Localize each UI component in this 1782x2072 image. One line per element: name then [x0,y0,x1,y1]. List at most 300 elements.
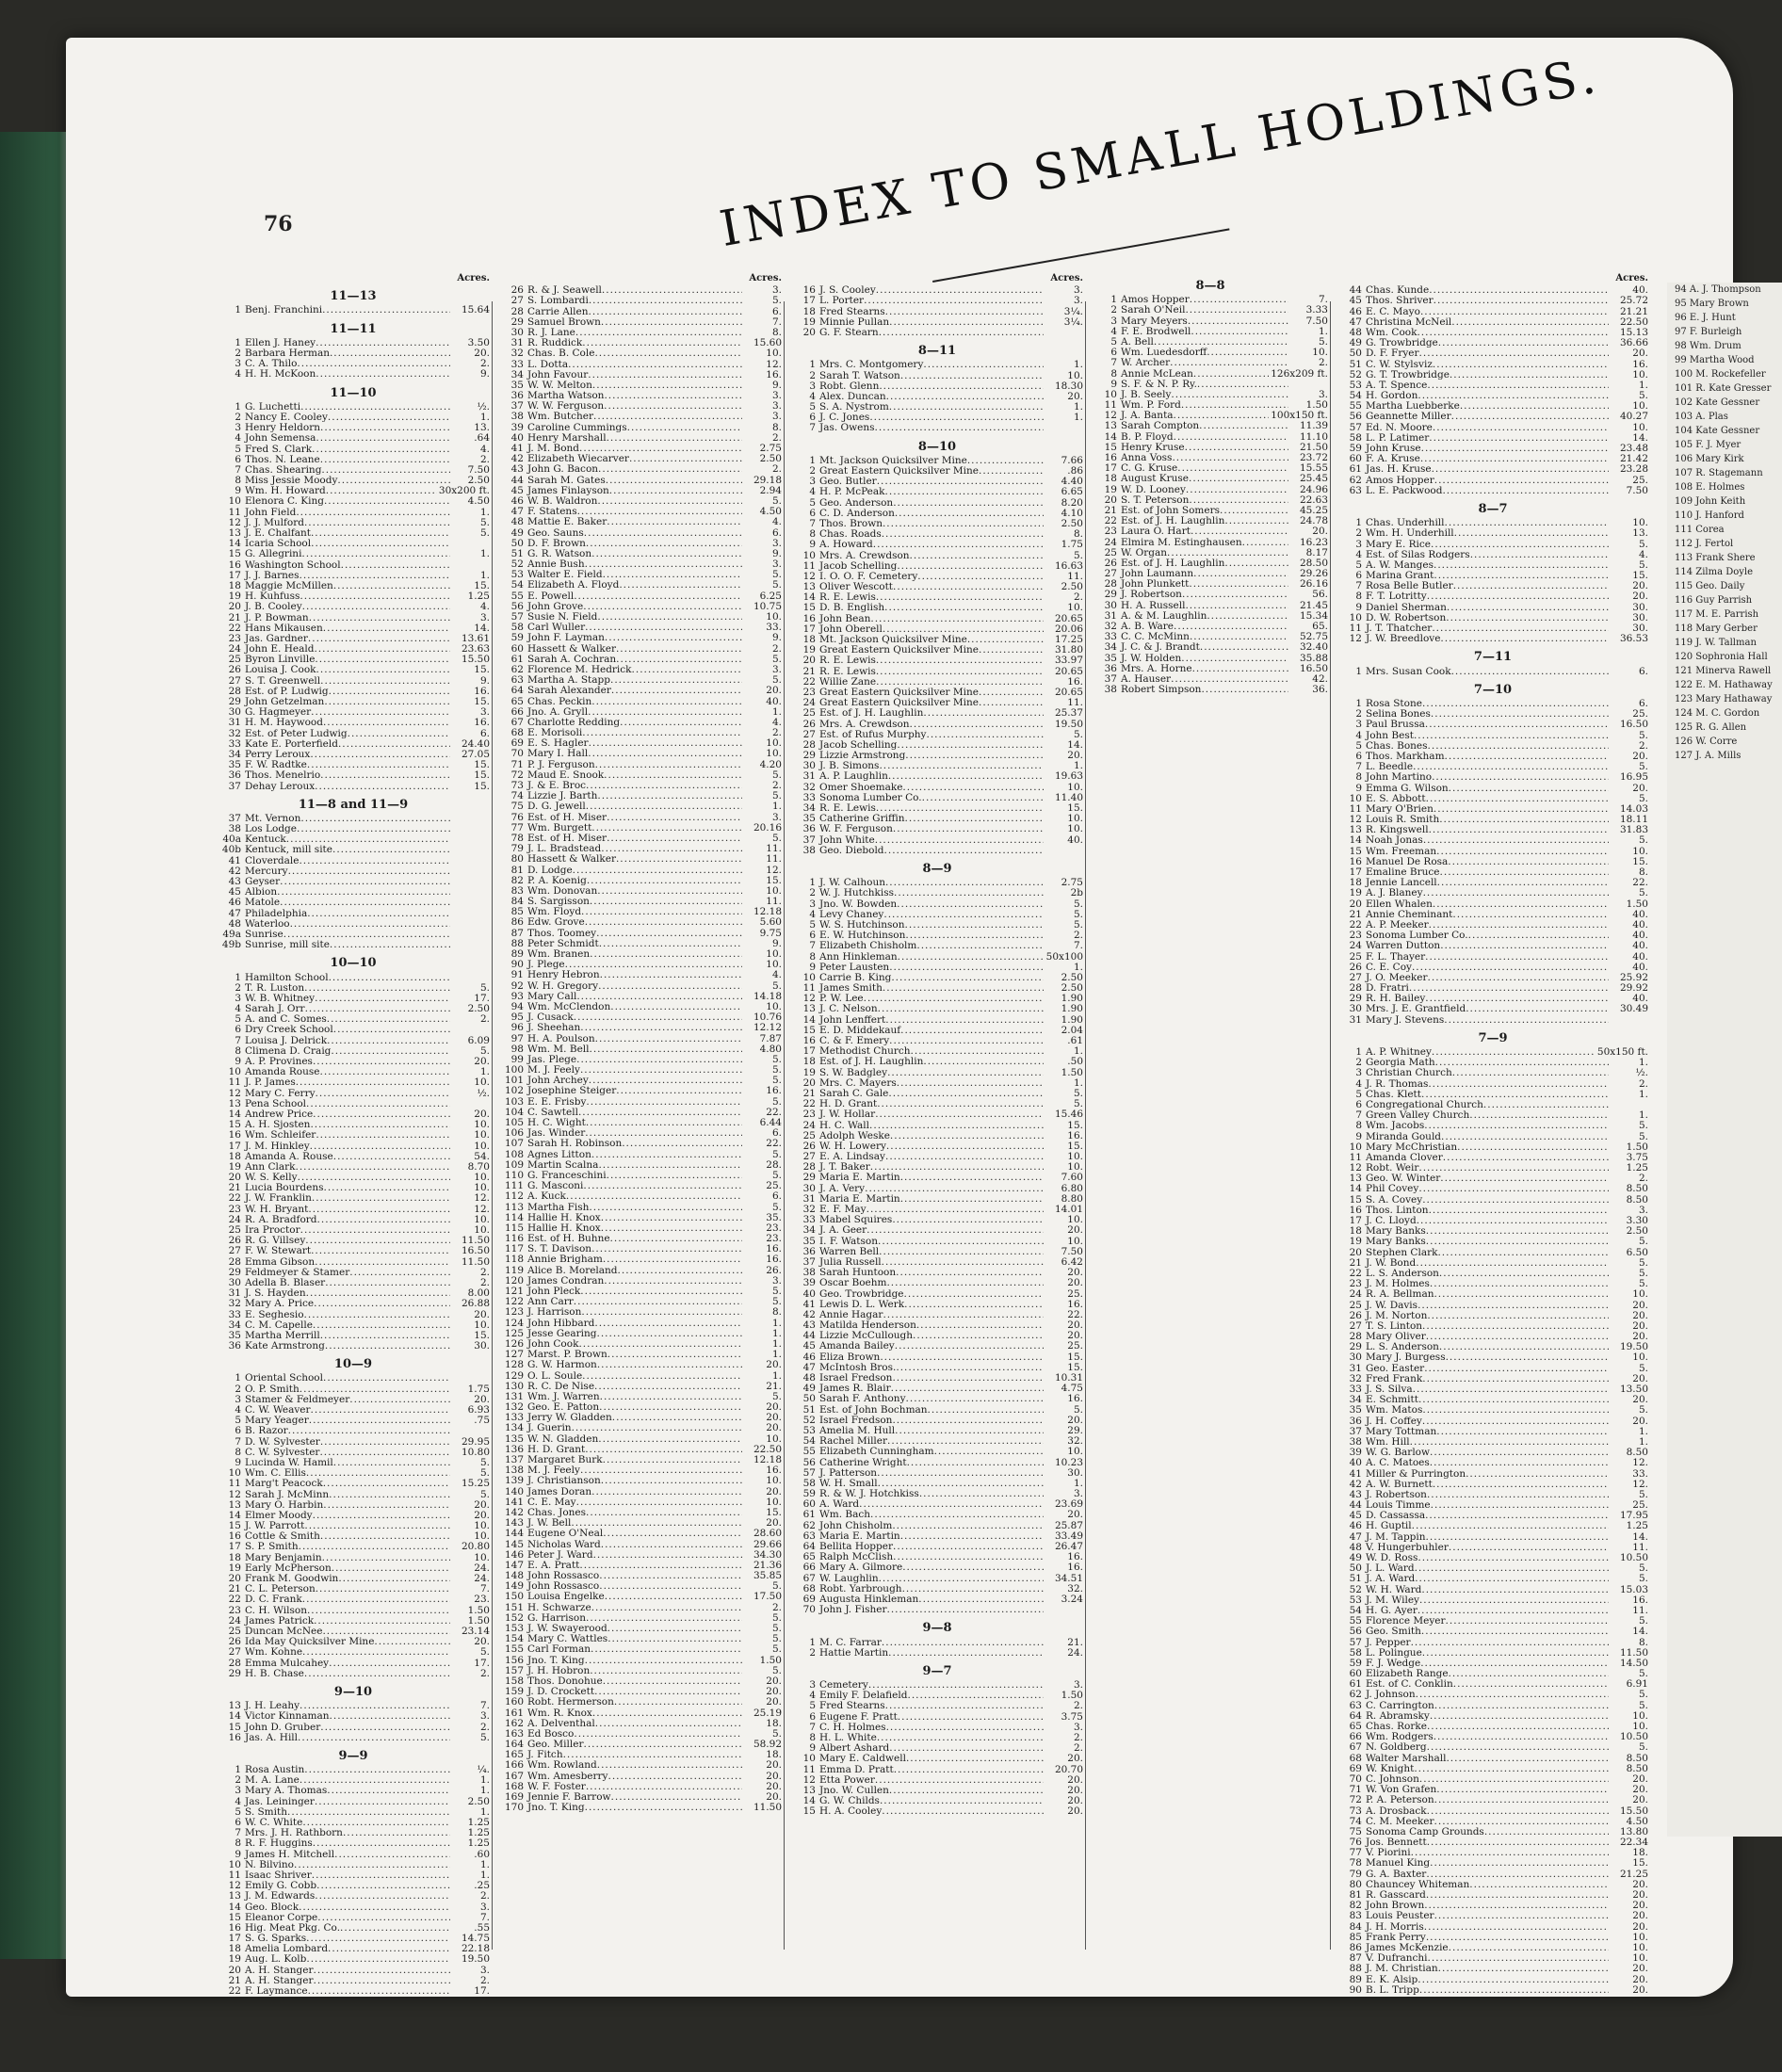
leader-dots [598,464,742,475]
entry-number: 54 [510,580,524,591]
holding-entry [1093,538,1328,548]
acreage-value [450,834,490,845]
leader-dots [893,582,1044,592]
acreage-value: 5. [771,1297,782,1308]
owner-name: J. A. Very [819,1183,866,1194]
holding-entry [1337,1521,1648,1531]
holding-entry [499,1476,782,1486]
holding-entry [1337,1174,1648,1184]
owner-name: H. G. Ayer [1366,1605,1418,1616]
adjacent-page-entry: 118 Mary Gerber [1675,623,1758,634]
adjacent-page-entry: 105 F. J. Myer [1675,440,1742,450]
entry-number: 54 [1349,391,1362,402]
entry-number: 26 [1349,962,1362,973]
acreage-value: 11. [766,844,782,855]
owner-name: Rosa Belle Butler [1366,581,1453,592]
entry-number: 62 [802,1520,816,1531]
entry-number: 79 [1349,1869,1362,1880]
leader-dots [315,1891,450,1902]
leader-dots [586,1118,742,1128]
acreage-value: 40. [1632,941,1648,952]
acreage-value: 7.50 [1061,1246,1083,1257]
leader-dots [320,676,450,687]
holding-entry [1093,558,1328,569]
holding-entry [791,1458,1083,1468]
entry-number: 28 [1104,579,1117,591]
entry-number: 170 [504,1803,524,1814]
owner-name: Geo. Diebold [819,845,884,856]
leader-dots [583,1740,742,1750]
entry-number: 6 [1110,348,1117,359]
leader-dots [1453,1679,1609,1690]
owner-name: Chas. Peckin [527,696,592,707]
holding-entry [217,518,490,528]
holding-entry [217,770,490,781]
acreage-value: 58.92 [753,1740,782,1751]
holding-entry [217,1765,490,1775]
leader-dots [904,1289,1044,1300]
holding-entry [217,1647,490,1658]
leader-dots [607,517,742,527]
leader-dots [867,1205,1044,1215]
owner-name: M. A. Lane [245,1775,300,1787]
acreage-value: 5. [1638,1257,1648,1269]
acreage-value: 2. [771,643,782,655]
holding-entry [217,655,490,665]
holding-entry [791,1352,1083,1363]
leader-dots [1419,348,1609,359]
leader-dots [1429,1206,1609,1216]
owner-name: Sarah M. Gates [527,475,606,486]
acreage-value: 5. [1638,1669,1648,1680]
holding-entry [1337,1563,1648,1574]
owner-name: D. W. Sylvester [245,1436,320,1448]
acreage-value: 15.55 [1299,463,1328,475]
owner-name: F. W. Stewart [245,1246,312,1257]
leader-dots [305,1004,450,1014]
entry-number: 72 [510,769,524,781]
owner-name: Selina Bones [1366,709,1431,720]
acreage-value: 25. [1067,1288,1083,1300]
owner-name: J. Fitch [527,1750,563,1761]
acreage-value: 19.50 [461,1954,490,1966]
acreage-value: 3. [1318,389,1328,400]
leader-dots [1409,983,1609,994]
acreage-value: 9. [479,675,490,687]
owner-name: Fred Stearns [819,306,885,317]
entry-number: 36 [228,770,241,782]
leader-dots [891,1384,1044,1394]
leader-dots [601,317,742,328]
acreage-value: 16. [1067,1562,1083,1574]
entry-number: 17 [228,1141,241,1152]
acreage-value: 4. [1638,549,1648,560]
holding-entry [1337,423,1648,433]
acreage-value: 15.60 [753,338,782,349]
owner-name: D. F. Fryer [1366,348,1419,360]
acres-column-label: Acres. [749,273,782,283]
acreage-value: 3. [479,707,490,719]
section-heading: 11—8 and 11—9 [298,797,409,812]
owner-name: John Archey [527,1076,589,1087]
leader-dots [574,591,742,602]
leader-dots [979,688,1044,698]
leader-dots [1423,835,1609,846]
entry-number: 26 [802,1141,816,1152]
entry-number: 1 [235,401,241,413]
holding-entry [1337,1585,1648,1595]
owner-name: Green Valley Church [1366,1110,1470,1122]
acreage-value: 32.40 [1299,642,1328,654]
entry-number: 87 [1349,1953,1362,1965]
entry-number: 74 [510,791,524,802]
leader-dots [1428,1953,1609,1964]
owner-name: A. Delventhal [527,1718,595,1729]
entry-number: 1 [1355,699,1362,709]
acreage-value: 10. [766,1476,782,1487]
holding-entry [791,296,1083,306]
owner-name: C. Johnson [1366,1773,1419,1785]
acreage-value: 8.50 [1626,1763,1648,1774]
leader-dots [576,992,742,1002]
holding-entry [217,1109,490,1120]
owner-name: John Hibbard [527,1318,595,1329]
owner-name: A. Drosback [1366,1805,1427,1817]
leader-dots [605,633,742,643]
acreage-value: 8.00 [467,1288,490,1300]
acreage-value: 15. [474,665,490,676]
owner-name: Wm. M. Bell [527,1044,590,1055]
owner-name: Great Eastern Quicksilver Mine [819,687,979,698]
holding-entry [1337,867,1648,878]
leader-dots [329,1490,450,1500]
acreage-value: 10. [1632,1722,1648,1733]
leader-dots [880,1796,1044,1806]
leader-dots [629,454,742,464]
acreage-value: 15. [1632,856,1648,867]
holding-entry [1337,581,1648,591]
leader-dots [1421,1627,1609,1637]
section-heading: 9—8 [922,1621,952,1636]
leader-dots [1446,1754,1609,1764]
entry-number: 47 [1349,316,1362,328]
leader-dots [893,1542,1044,1552]
leader-dots [619,580,742,591]
owner-name: H. C. Wall [819,1120,870,1131]
owner-name: R. J. Lane [527,327,575,338]
acreage-value: 126x209 ft. [1271,368,1328,380]
acreage-value: 3. [479,612,490,623]
leader-dots [890,1131,1044,1141]
holding-entry [499,549,782,559]
acreage-value: 18.11 [1619,815,1648,826]
entry-number: 35 [228,760,241,771]
entry-number: 3 [1355,539,1362,550]
acreage-value: 5. [771,833,782,844]
owner-name: Martha Merrill [245,1330,320,1341]
entry-number: 18 [228,1944,241,1955]
entry-number: 51 [1349,1574,1362,1585]
acreage-value: 10.76 [753,1012,782,1024]
holding-entry [1337,1395,1648,1405]
adjacent-page-strip [1667,283,1782,1837]
acreage-value: 5. [1638,1700,1648,1711]
leader-dots [864,296,1044,306]
section-heading: 7—9 [1478,1030,1508,1045]
leader-dots [1447,603,1609,613]
holding-entry [499,423,782,433]
holding-entry [499,770,782,781]
holding-entry [791,317,1083,328]
leader-dots [591,1150,742,1160]
holding-entry [217,707,490,718]
leader-dots [331,1046,450,1057]
leader-dots [610,1234,742,1244]
entry-number: 28 [802,739,816,751]
holding-entry [217,359,490,369]
holding-entry [1337,613,1648,623]
leader-dots [316,1130,450,1141]
owner-name: Noah Jonas [1366,835,1423,847]
holding-entry [1093,421,1328,431]
entry-number: 41 [510,444,524,455]
owner-name: C. W. Stylsviz [1366,359,1433,370]
acreage-value: 1.90 [1061,1014,1083,1026]
acreage-value: 20. [1067,391,1083,402]
acreage-value: 8.17 [1305,547,1328,558]
holding-entry [499,707,782,718]
holding-entry [499,1076,782,1086]
holding-entry [499,665,782,675]
acreage-value: 3¼. [1063,306,1083,317]
entry-number: 61 [510,654,524,665]
holding-entry [1337,1206,1648,1216]
holding-entry [1093,516,1328,526]
section-heading: 11—10 [330,385,377,400]
holding-entry [499,823,782,834]
owner-name: E. A. Pratt [527,1560,580,1571]
acreage-value: 10. [1067,814,1083,825]
acreage-value: 14. [1632,432,1648,444]
holding-entry [791,1521,1083,1531]
acreage-value: 10. [1067,603,1083,614]
owner-name: W. H. Bryant [245,1204,309,1215]
owner-name: Geannette Miller [1366,412,1451,423]
holding-entry [791,814,1083,824]
entry-number: 105 [504,1118,524,1129]
acreage-value: 9. [479,369,490,380]
owner-name: E. Schmitt [1366,1395,1418,1406]
acreage-value: 3. [479,1902,490,1913]
owner-name: J. M. Christian [1366,1964,1438,1975]
owner-name: Sarah T. Watson [819,370,900,381]
holding-entry [499,970,782,980]
acreage-value: 5. [1073,1404,1083,1416]
entry-number: 20 [228,1965,241,1976]
holding-entry [217,919,490,930]
holding-entry [499,1613,782,1624]
entry-number: 45 [1349,296,1362,307]
entry-number: 136 [504,1444,524,1455]
acreage-value: ½. [1635,1068,1648,1079]
entry-number: 55 [802,1447,816,1458]
acreage-value: 1.25 [1626,1521,1648,1532]
holding-entry [791,1552,1083,1562]
entry-number: 30 [802,761,816,772]
owner-name: Wm. Freeman [1366,846,1437,857]
holding-entry [791,1310,1083,1320]
owner-name: Chas. B. Cole [527,348,595,360]
entry-number: 31 [228,1288,241,1300]
leader-dots [1186,485,1288,495]
leader-dots [585,917,742,928]
acreage-value: 26.47 [1054,1542,1083,1552]
owner-name: Jas. Winder [527,1128,586,1140]
leader-dots [585,623,742,633]
owner-name: John J. Fisher [819,1605,887,1616]
acreage-value: 22. [766,1107,782,1118]
entry-number: 16 [802,285,816,297]
entry-number: 7 [1355,762,1362,773]
entry-number: 17 [802,623,816,635]
owner-name: J. M. Tappin [1366,1531,1426,1543]
holding-entry [1337,784,1648,794]
acreage-value: 10. [766,738,782,750]
holding-entry [1337,1532,1648,1543]
owner-name: John Rossasco [527,1571,600,1582]
entry-number: 22 [802,676,816,688]
holding-entry [1093,685,1328,695]
leader-dots [311,1405,450,1416]
owner-name: A. H. Stanger [245,1965,314,1976]
leader-dots [1189,579,1288,590]
acreage-value: 3.75 [1061,1711,1083,1723]
holding-entry [1337,348,1648,359]
owner-name: D. W. Robertson [1366,612,1447,623]
entry-number: 66 [510,706,524,718]
holding-entry [217,1531,490,1542]
entry-number: 51 [1349,359,1362,370]
acreage-value [450,814,490,824]
leader-dots [316,338,450,348]
holding-entry [791,572,1083,582]
entry-number: 21 [1104,505,1117,516]
holding-entry [791,371,1083,381]
holding-entry [499,1086,782,1096]
leader-dots [1439,1342,1609,1352]
holding-entry [217,623,490,634]
holding-entry [499,834,782,844]
owner-name: N. Goldberg [1366,1742,1427,1754]
owner-name: Wm. H. Underhill [1366,528,1454,540]
leader-dots [591,1644,742,1655]
entry-number: 24 [1349,1289,1362,1301]
leader-dots [1412,1521,1609,1531]
owner-name: John Kruse [1366,444,1421,455]
acreage-value: 1. [479,1775,490,1787]
owner-name: Frank M. Goodwin [245,1574,339,1585]
acreage-value: 1.90 [1061,994,1083,1005]
entry-number: 8 [1355,1121,1362,1132]
acreage-value: 1. [479,1870,490,1881]
acreage-value: 3. [771,391,782,402]
entry-number: 26 [510,285,524,297]
entry-number: 38 [802,845,816,856]
holding-entry [791,698,1083,708]
owner-name: James Finlayson [527,485,609,496]
owner-name: F. L. Thayer [1366,951,1426,963]
owner-name: Barbara Herman [245,348,330,359]
acreage-value: 20. [1632,1310,1648,1321]
holding-entry [217,348,490,359]
entry-number: 10 [802,972,816,983]
entry-number: 9 [809,962,816,973]
owner-name: Mrs. C. Montgomery [819,360,924,371]
entry-number: 4 [809,909,816,920]
leader-dots [900,1531,1044,1542]
owner-name: John Semensa [245,433,316,445]
entry-number: 40 [1349,1458,1362,1469]
acreage-value: 2. [479,1722,490,1733]
holding-entry [499,1402,782,1413]
owner-name: Levy Chaney [819,909,884,920]
entry-number: 37 [510,401,524,413]
holding-entry [499,1097,782,1108]
owner-name: F. E. Brodwell [1121,326,1191,337]
acreage-value [450,940,490,950]
acreage-value: 23. [766,1222,782,1234]
owner-name: J. P. Bowman [245,612,309,623]
owner-name: A. P. Whitney [1366,1047,1432,1059]
acreage-value: 34.30 [753,1549,782,1561]
holding-entry [791,771,1083,782]
leader-dots [307,760,450,770]
entry-number: 44 [510,475,524,486]
entry-number: 40 [510,432,524,444]
leader-dots [333,1458,450,1468]
acreage-value: 5. [1638,1742,1648,1754]
owner-name: H. Kuhfuss [245,591,300,603]
acreage-value: 20. [1067,1796,1083,1807]
owner-name: J. W. Calhoun [819,878,885,889]
acreage-value: 1.50 [1061,1691,1083,1702]
holding-entry [1337,772,1648,783]
leader-dots [585,1445,742,1455]
holding-entry [791,720,1083,730]
entry-number: 35 [510,380,524,391]
entry-number: 11 [1349,1152,1362,1163]
acreage-value: 1.50 [467,1605,490,1616]
entry-number: 62 [1349,1690,1362,1701]
owner-name: Lizzie McCullough [819,1331,914,1342]
acreage-value: 5. [771,791,782,802]
acreage-value: 23.69 [1054,1499,1083,1511]
owner-name: Carl Forman [527,1644,591,1656]
acreage-value: 4. [771,970,782,981]
leader-dots [1439,815,1609,825]
entry-number: 101 [504,1076,524,1087]
holding-entry [217,1448,490,1458]
entry-number: 102 [504,1086,524,1097]
owner-name: Christian Church [1366,1068,1452,1079]
entry-number: 19 [228,1954,241,1966]
owner-name: J. L. Ward [1366,1563,1415,1575]
leader-dots [576,1497,742,1508]
holding-entry [1093,316,1328,327]
entry-number: 2 [1355,1058,1362,1069]
holding-entry [499,1624,782,1634]
acreage-value: 25.19 [753,1708,782,1719]
